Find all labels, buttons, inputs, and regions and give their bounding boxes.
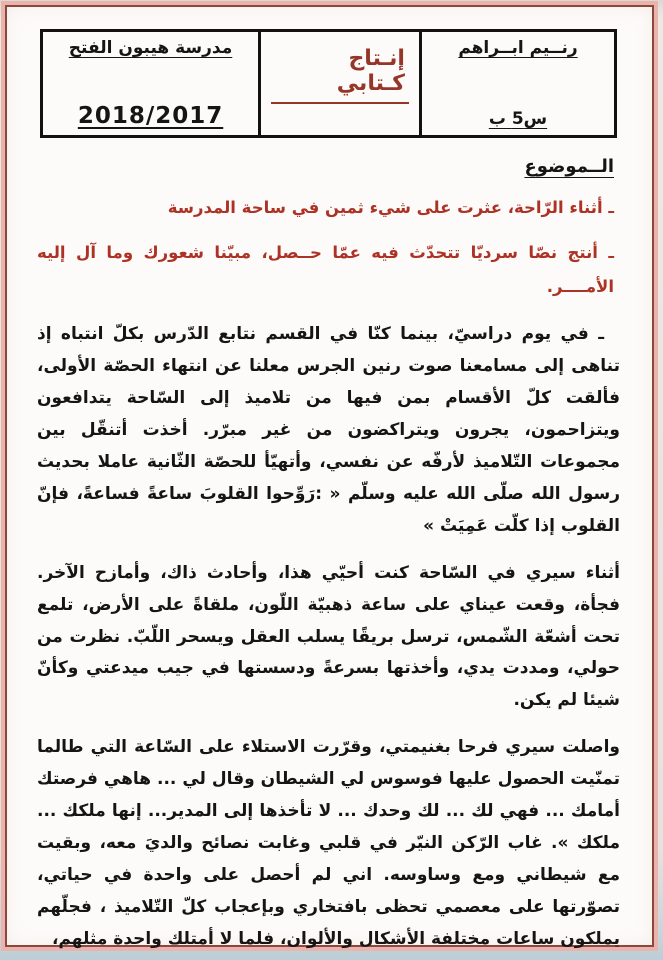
school-name: مدرسة هيبون الفتح	[68, 38, 233, 58]
subject-prompt-1: ـ أثناء الرّاحة، عثرت على شيء ثمين في ساحة المدرسة	[167, 198, 614, 217]
essay-paragraph-1: ـ في يوم دراسيّ، بينما كنّا في القسم نتابع الدّرس بكلّ انتباه إذ تناهى إلى مسامعنا صوت رنين الجرس معلنا عن انتهاء الحصّة الأولى، فألقت كلّ الأقسام بمن فيها من تلاميذ إلى السّاحة يتدافعون ويتزاحمون، يجرون ويتراكضون من غير مبرّر. أخذت أتنقّل بين مجموعات التّلاميذ لأرفّه عن نفسي، وأتهيّأ للحصّة الثّانية عاملا بحديث رسول الله صلّى الله عليه وسلّم « :رَوِّحوا القلوبَ ساعةً فساعةً، فإنّ القلوب إذا كلّت عَمِيَتْ »	[37, 323, 620, 536]
student-class: س5 ب	[488, 109, 548, 129]
document-title: إنـتاج كـتابي	[271, 46, 409, 104]
header-table	[40, 29, 617, 138]
worksheet-page	[5, 5, 654, 950]
school-year: 2018/2017	[77, 103, 224, 129]
student-cell	[420, 31, 615, 137]
essay-body	[37, 319, 620, 956]
subject-prompt-2: ـ أنتج نصّا سرديّا تتحدّث فيه عمّا حــصل، مبيّنا شعورك وما آل إليه الأمــــر.	[37, 242, 614, 297]
essay-paragraph-2: أثناء سيري في السّاحة كنت أحيّي هذا، وأحادث ذاك، وأمازح الآخر. فجأة، وقعت عيناي على ساعة ذهبيّة اللّون، ملقاةً على الأرض، تلمع تحت أشعّة الشّمس، ترسل بريقًا يسلب العقل ويسحر اللّبّ. نظرت من حولي، ومددت يدي، وأخذتها بسرعةً ودسستها في جيب ميدعتي وكأنّ شيئا لم يكن.	[37, 562, 620, 711]
school-cell	[41, 31, 259, 137]
essay-paragraph-3: واصلت سيري فرحا بغنيمتي، وقرّرت الاستلاء على السّاعة التي طالما تمنّيت الحصول عليها فوسوس لي الشيطان وقال لي ... هاهي فرصتك أمامك ... فهي لك ... لك وحدك ... لا تأخذها إلى المدير... إنها ملكك ... ملكك ». غاب الرّكن النيّر في قلبي وغابت نصائح والديَ معه، وبقيت مع شيطاني ومع وساوسه. اني لم أحصل على واحدة في حياتي، تصوّرتها على معصمي تحظى بافتخاري وبإعجاب كلّ التّلاميذ ، فجلّهم يملكون ساعات مختلفة الأشكال والألوان، فلما لا أمتلك واحدة مثلهم،	[37, 737, 620, 950]
subject-heading: الــموضوع	[524, 156, 614, 177]
header-row	[41, 31, 615, 137]
title-cell	[260, 31, 421, 137]
student-name: رنــيم ابــراهم	[458, 38, 578, 58]
